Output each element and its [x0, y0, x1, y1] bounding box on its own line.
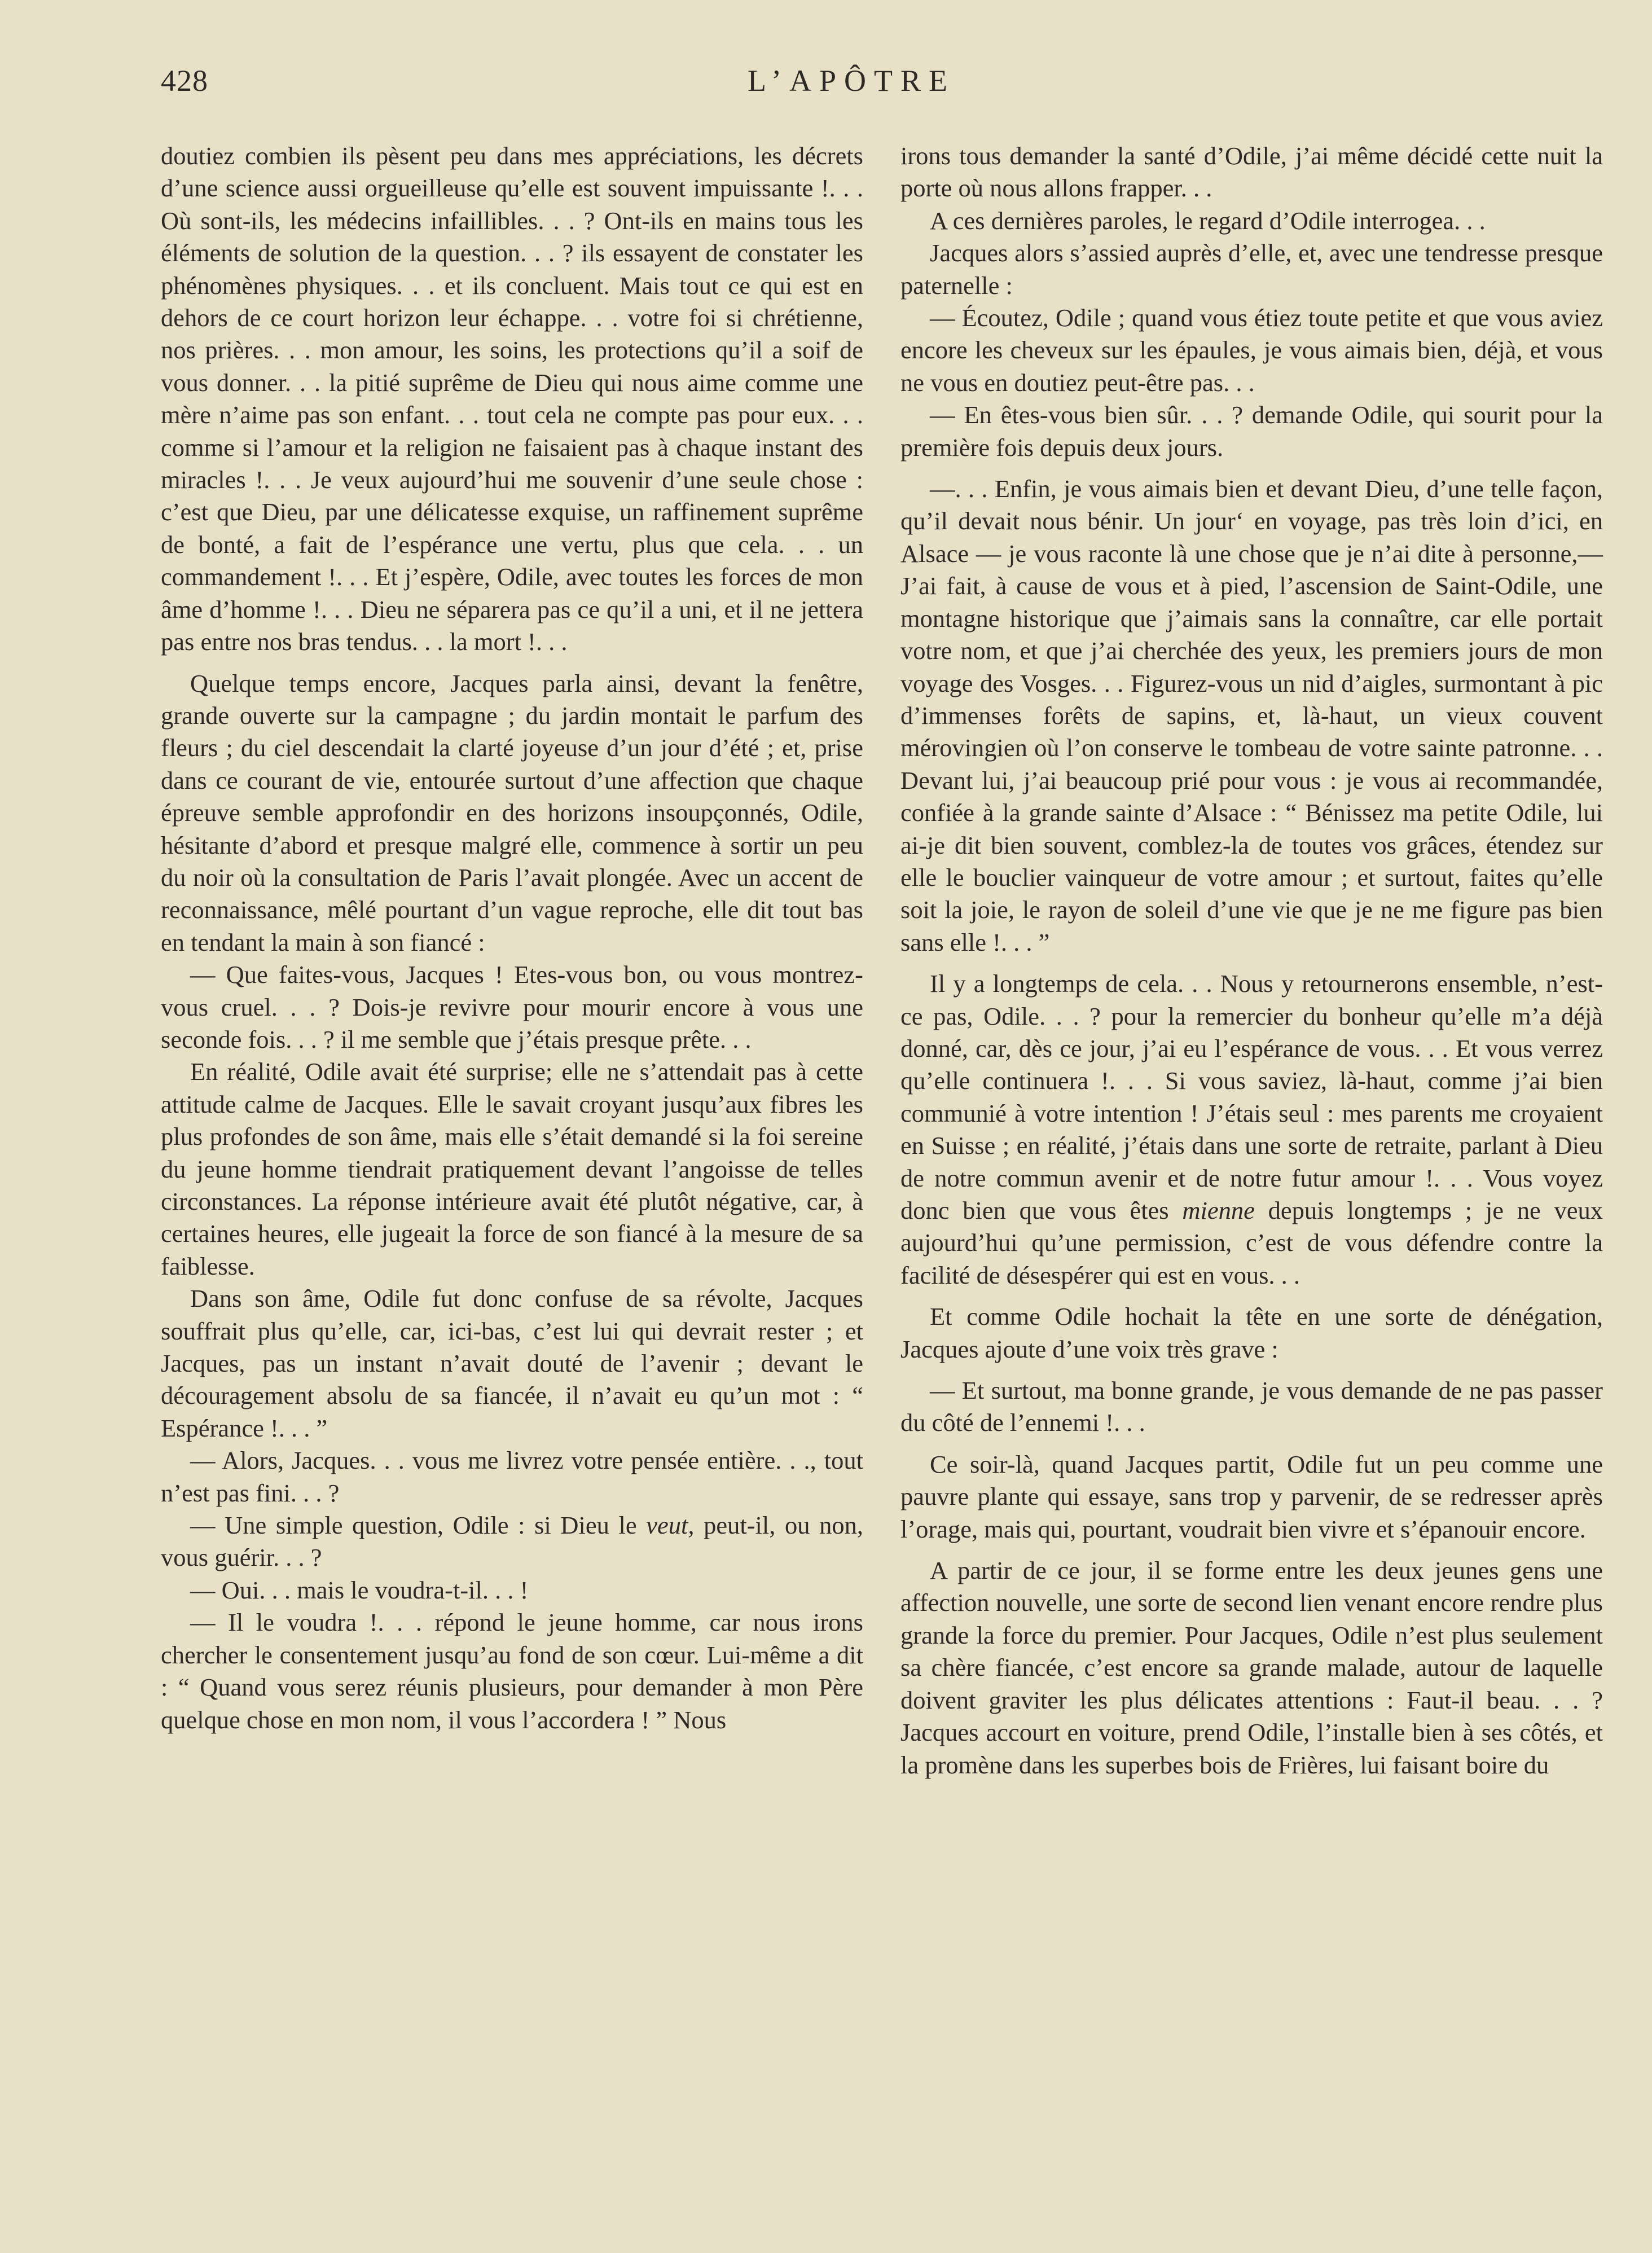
paragraph: Dans son âme, Odile fut donc confuse de sa révolte, Jacques souffrait plus qu’elle, car, ici-bas, c’est lui qui devrait rester ; et Jacques, pas un instant n’avait douté de l’avenir ; devant le découragement absolu de sa fiancée, il n’avait eu qu’un mot : “ Espérance !. . . ”	[161, 1284, 863, 1442]
right-column	[900, 140, 1603, 1781]
paragraph: Et comme Odile hochait la tête en une sorte de dénégation, Jacques ajoute d’une voix très grave :	[900, 1302, 1603, 1363]
paragraph: A partir de ce jour, il se forme entre les deux jeunes gens une affection nouvelle, une sorte de second lien venant encore rendre plus grande la force du premier. Pour Jacques, Odile n’est plus seulement sa chère fiancée, c’est encore sa grande malade, autour de laquelle doivent graviter les plus délicates attentions : Faut-il beau. . . ? Jacques accourt en voiture, prend Odile, l’installe bien à ses côtés, et la promène dans les superbes bois de Frières, lui faisant boire du	[900, 1556, 1603, 1779]
paragraph: Jacques alors s’assied auprès d’elle, et, avec une tendresse presque paternelle :	[900, 239, 1603, 300]
paragraph: doutiez combien ils pèsent peu dans mes appréciations, les décrets d’une science aussi orgueilleuse qu’elle est souvent impuissante !. . . Où sont-ils, les médecins infaillibles. . . ? Ont-ils en mains tous les éléments de solution de la question. . . ? ils essayent de constater les phénomènes physiques. . . et ils concluent. Mais tout ce qui est en dehors de ce court horizon leur échappe. . . votre foi si chrétienne, nos prières. . . mon amour, les soins, les protections qu’il a soif de vous donner. . . la pitié suprême de Dieu qui nous aime comme une mère n’aime pas son enfant. . . tout cela ne compte pas pour eux. . . comme si l’amour et la religion ne faisaient pas à chaque instant des miracles !. . . Je veux aujourd’hui me souvenir d’une seule chose : c’est que Dieu, par une délicatesse exquise, un raffinement suprême de bonté, a fait de l’espérance une vertu, plus que cela. . . un commandement !. . . Et j’espère, Odile, avec toutes les forces de mon âme d’homme !. . . Dieu ne séparera pas ce qu’il a uni, et il ne jettera pas entre nos bras tendus. . . la mort !. . .	[161, 142, 863, 656]
paragraph: A ces dernières paroles, le regard d’Odile interrogea. . .	[930, 206, 1486, 235]
paragraph	[900, 968, 1603, 1292]
italic-text: veut,	[646, 1511, 695, 1540]
dialogue-paragraph	[161, 1509, 863, 1574]
dialogue-paragraph: — Que faites-vous, Jacques ! Etes-vous bon, ou vous montrez-vous cruel. . . ? Dois-je revivre pour mourir encore à vous une seconde fois. . . ? il me semble que j’étais presque prête. . .	[161, 960, 863, 1053]
paragraph: Ce soir-là, quand Jacques partit, Odile fut un peu comme une pauvre plante qui essaye, sans trop y parvenir, de se redresser après l’orage, mais qui, pourtant, voudrait bien vivre et s’épanouir encore.	[900, 1450, 1603, 1543]
dialogue-paragraph: — Il le voudra !. . . répond le jeune homme, car nous irons chercher le consentement jusqu’au fond de son cœur. Lui-même a dit : “ Quand vous serez réunis plusieurs, pour demander à mon Père quelque chose en mon nom, il vous l’accordera ! ” Nous	[161, 1608, 863, 1734]
page-number: 428	[161, 64, 208, 98]
text-run: — Une simple question, Odile : si Dieu le	[190, 1511, 647, 1540]
italic-text: mienne	[1182, 1196, 1255, 1224]
text-run: depuis longtemps ; je ne veux aujourd’hui qu’une permission, c’est de vous défendre contre la facilité de désespérer qui est en vous. . .	[900, 1196, 1603, 1289]
dialogue-paragraph: — En êtes-vous bien sûr. . . ? demande Odile, qui sourit pour la première fois depuis deux jours.	[900, 401, 1603, 462]
page-header	[161, 63, 1594, 108]
left-column	[161, 140, 863, 1736]
running-title: L’APÔTRE	[748, 64, 956, 98]
dialogue-paragraph: — Oui. . . mais le voudra-t-il. . . !	[190, 1575, 529, 1604]
dialogue-paragraph: — Et surtout, ma bonne grande, je vous demande de ne pas passer du côté de l’ennemi !. . .	[900, 1376, 1603, 1437]
dialogue-paragraph: — Alors, Jacques. . . vous me livrez votre pensée entière. . ., tout n’est pas fini. . . ?	[161, 1446, 863, 1507]
paragraph: Quelque temps encore, Jacques parla ainsi, devant la fenêtre, grande ouverte sur la campagne ; du jardin montait le parfum des fleurs ; du ciel descendait la clarté joyeuse d’un jour d’été ; et, prise dans ce courant de vie, entourée surtout d’une affection que chaque épreuve semble approfondir en des horizons insoupçonnés, Odile, hésitante d’abord et presque malgré elle, commence à sortir un peu du noir où la consultation de Paris l’avait plongée. Avec un accent de reconnaissance, mêlé pourtant d’un vague reproche, elle dit tout bas en tendant la main à son fiancé :	[161, 669, 863, 956]
dialogue-paragraph: — Écoutez, Odile ; quand vous étiez toute petite et que vous aviez encore les cheveux sur les épaules, je vous aimais bien, déjà, et vous ne vous en doutiez peut-être pas. . .	[900, 304, 1603, 397]
text-run: Il y a longtemps de cela. . . Nous y retournerons ensemble, n’est-ce pas, Odile. . . ? pour la remercier du bonheur qu’elle m’a déjà donné, car, dès ce jour, j’ai eu l’espérance de vous. . . Et vous verrez qu’elle continuera !. . . Si vous saviez, là-haut, comme j’ai bien communié à votre intention ! J’étais seul : mes parents me croyaient en Suisse ; en réalité, j’étais dans une sorte de retraite, parlant à Dieu de notre commun avenir et de notre futur amour !. . . Vous voyez donc bien que vous êtes	[900, 969, 1603, 1224]
text-run: peut-il, ou non, vous guérir. . . ?	[161, 1511, 863, 1572]
dialogue-paragraph: —. . . Enfin, je vous aimais bien et devant Dieu, d’une telle façon, qu’il devait nous bénir. Un jour‘ en voyage, pas très loin d’ici, en Alsace — je vous raconte là une chose que je n’ai dite à personne,— J’ai fait, à cause de vous et à pied, l’ascension de Saint-Odile, une montagne historique que j’aimais sans la connaître, car elle portait votre nom, et que j’ai cherchée des yeux, les premiers jours de mon voyage des Vosges. . . Figurez-vous un nid d’aigles, surmontant à pic d’immenses forêts de sapins, et, là-haut, un vieux couvent mérovingien où l’on conserve le tombeau de votre sainte patronne. . . Devant lui, j’ai beaucoup prié pour vous : je vous ai recommandée, confiée à la grande sainte d’Alsace : “ Bénissez ma petite Odile, lui ai-je dit bien souvent, comblez-la de toutes vos grâces, étendez sur elle le bouclier vainqueur de votre amour ; et surtout, faites qu’elle soit la joie, le rayon de soleil d’une vie que je ne me figure pas bien sans elle !. . . ”	[900, 475, 1603, 956]
paragraph: En réalité, Odile avait été surprise; elle ne s’attendait pas à cette attitude calme de Jacques. Elle le savait croyant jusqu’aux fibres les plus profondes de son âme, mais elle s’était demandé si la foi sereine du jeune homme tiendrait pratiquement devant l’angoisse de telles circonstances. La réponse intérieure avait été plutôt négative, car, à certaines heures, elle jugeait la force de son fiancé à la mesure de sa faiblesse.	[161, 1057, 863, 1280]
paragraph: irons tous demander la santé d’Odile, j’ai même décidé cette nuit la porte où nous allons frapper. . .	[900, 142, 1603, 203]
